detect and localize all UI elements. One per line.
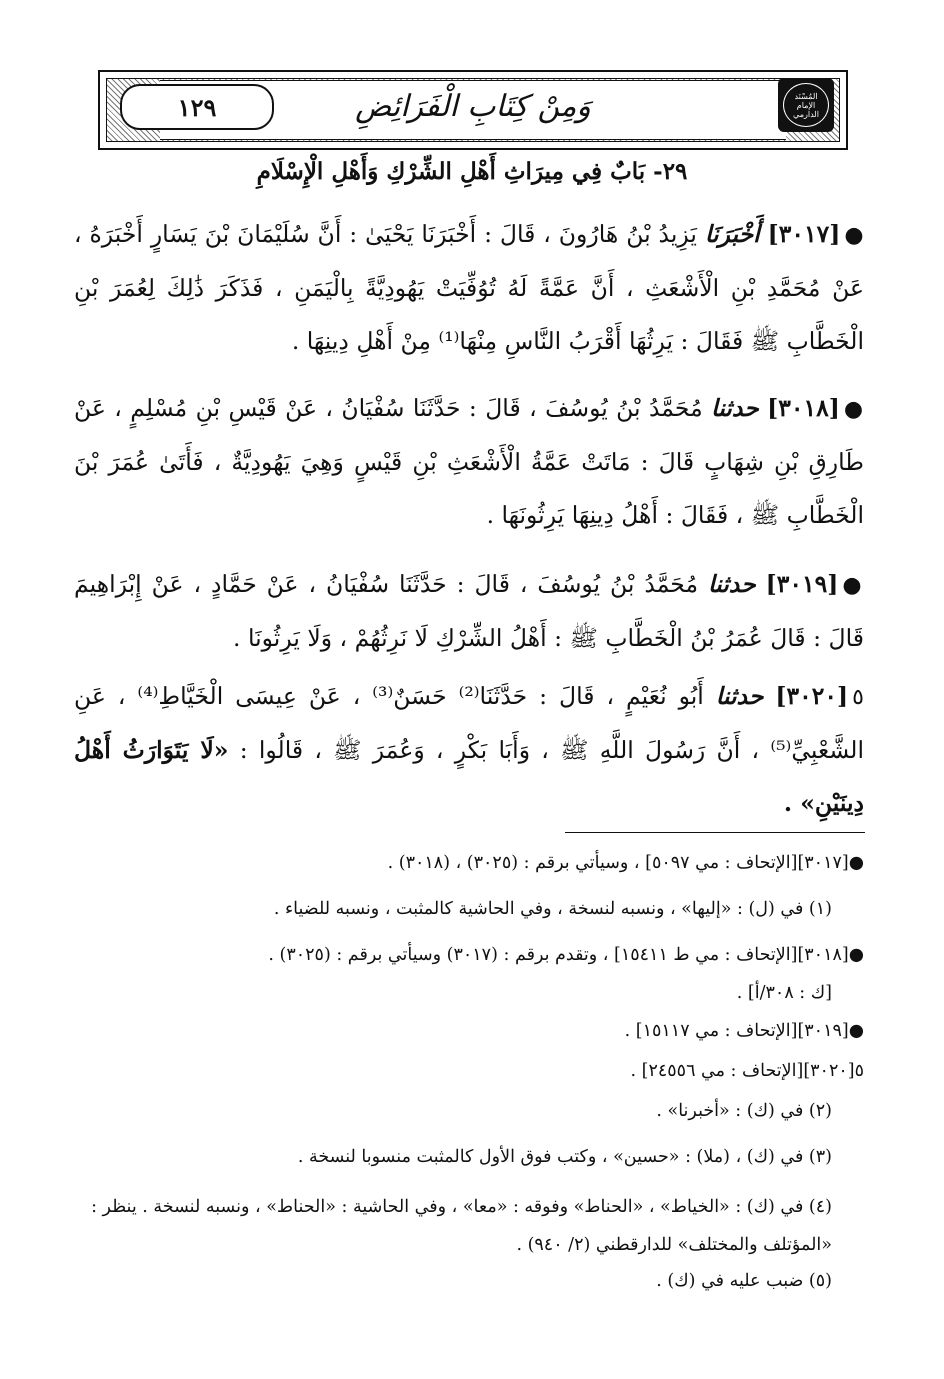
chapter-title: ٢٩- بَابٌ فِي مِيرَاثِ أَهْلِ الشِّرْكِ وَأَهْلِ الْإِسْلَامِ [256,158,688,185]
hadith-marker: ٥ [852,685,864,710]
hadith-text: مُحَمَّدُ بْنُ يُوسُفَ ، قَالَ : حَدَّثَنَا سُفْيَانُ ، عَنْ قَيْسِ بْنِ مُسْلِمٍ ، عَنْ طَارِقِ بْنِ شِهَابٍ قَالَ : مَاتَتْ عَمَّةُ الْأَشْعَثِ بْنِ قَيْسٍ وَهِيَ يَهُودِيَّةٌ ، فَأَتَىٰ عُمَرَ بْنَ الْخَطَّابِ ﷺ ، فَقَالَ : أَهْلُ دِينِهَا يَرِثُونَهَا . [74,394,864,529]
hadith-number: [٣٠١٩] [765,570,839,598]
footnote-separator [565,832,865,833]
hadith-3020 [74,670,864,830]
footnote-ref-3020: ٥[٣٠٢٠][الإتحاف : مي ٢٤٥٥٦] . [630,1061,864,1081]
chain-label: حدثنا [715,682,764,710]
page-number: ١٢٩ [120,84,274,130]
chain-label: حدثنا [711,394,759,422]
footnote-2: (٢) في (ك) : «أخبرنا» . [656,1101,832,1121]
hadith-number: [٣٠١٨] [767,394,840,422]
hadith-marker: ● [844,223,864,248]
chain-label: حدثنا [707,570,756,598]
hadith-marker: ● [843,397,864,422]
hadith-3018 [74,382,864,542]
footnote-ref-3017: ●[٣٠١٧][الإتحاف : مي ٥٠٩٧] ، وسيأتي برقم : (٣٠٢٥) ، (٣٠١٨) . [387,853,864,873]
hadith-3017 [74,208,864,368]
seal-text: المُسْنَد الإمام الدارمي [793,91,819,119]
running-title: وَمِنْ كِتَابِ الْفَرَائِضِ [290,84,656,128]
hadith-text: أَبُو نُعَيْمٍ ، قَالَ : حَدَّثَنَا⁽²⁾ حَسَنٌ⁽³⁾ ، عَنْ عِيسَى الْخَيَّاطِ⁽⁴⁾ ، عَنِ الشَّعْبِيِّ⁽⁵⁾ ، أَنَّ رَسُولَ اللَّهِ ﷺ ، وَأَبَا بَكْرٍ ، وَعُمَرَ ﷺ ، قَالُوا : [74,682,864,764]
hadith-number: [٣٠٢٠] [775,682,849,710]
hadith-text: يَزِيدُ بْنُ هَارُونَ ، قَالَ : أَخْبَرَنَا يَحْيَىٰ : أَنَّ سُلَيْمَانَ بْنَ يَسَارٍ أَخْبَرَهُ ، عَنْ مُحَمَّدِ بْنِ الْأَشْعَثِ ، أَنَّ عَمَّةً لَهُ تُوُفِّيَتْ يَهُودِيَّةً بِالْيَمَنِ ، فَذَكَرَ ذَٰلِكَ لِعُمَرَ بْنِ الْخَطَّابِ ﷺ فَقَالَ : يَرِثُهَا أَقْرَبُ النَّاسِ مِنْهَا⁽¹⁾ مِنْ أَهْلِ دِينِهَا . [74,220,864,355]
footnote-5: (٥) ضبب عليه في (ك) . [656,1271,832,1291]
hadith-3019 [74,558,864,665]
footnote-manuscript-ref: [ك : ٣٠٨/أ] . [736,983,832,1003]
footnote-ref-3019: ●[٣٠١٩][الإتحاف : مي ١٥١١٧] . [624,1021,864,1041]
chain-label: أَخْبَرَنَا [704,220,760,248]
footnote-ref-3018: ●[٣٠١٨][الإتحاف : مي ط ١٥٤١١] ، وتقدم برقم : (٣٠١٧) وسيأتي برقم : (٣٠٢٥) . [268,945,864,965]
publisher-seal-icon [778,78,834,132]
hadith-matn: «لَا يَتَوَارَثُ أَهْلُ دِينَيْنِ» . [74,736,864,817]
seal-ring [783,83,829,127]
hadith-marker: ● [842,573,864,598]
page-header-frame [98,70,848,150]
hadith-number: [٣٠١٧] [767,220,841,248]
footnote-3: (٣) في (ك) ، (ملا) : «حسين» ، وكتب فوق الأول كالمثبت منسوبا لنسخة . [297,1147,832,1167]
footnote-1: (١) في (ل) : «إليها» ، ونسبه لنسخة ، وفي الحاشية كالمثبت ، ونسبه للضياء . [273,899,832,919]
hadith-text: مُحَمَّدُ بْنُ يُوسُفَ ، قَالَ : حَدَّثَنَا سُفْيَانُ ، عَنْ حَمَّادٍ ، عَنْ إِبْرَاهِيمَ قَالَ : قَالَ عُمَرُ بْنُ الْخَطَّابِ ﷺ : أَهْلُ الشِّرْكِ لَا نَرِثُهُمْ ، وَلَا يَرِثُونَا . [74,570,864,652]
footnote-4: (٤) في (ك) : «الخياط» ، «الحناط» وفوقه : «معا» ، وفي الحاشية : «الحناط» ، ونسبه لنسخة . ينظر : «المؤتلف والمختلف» للدارقطني (٢/ ٩٤٠) . [91,1197,832,1255]
